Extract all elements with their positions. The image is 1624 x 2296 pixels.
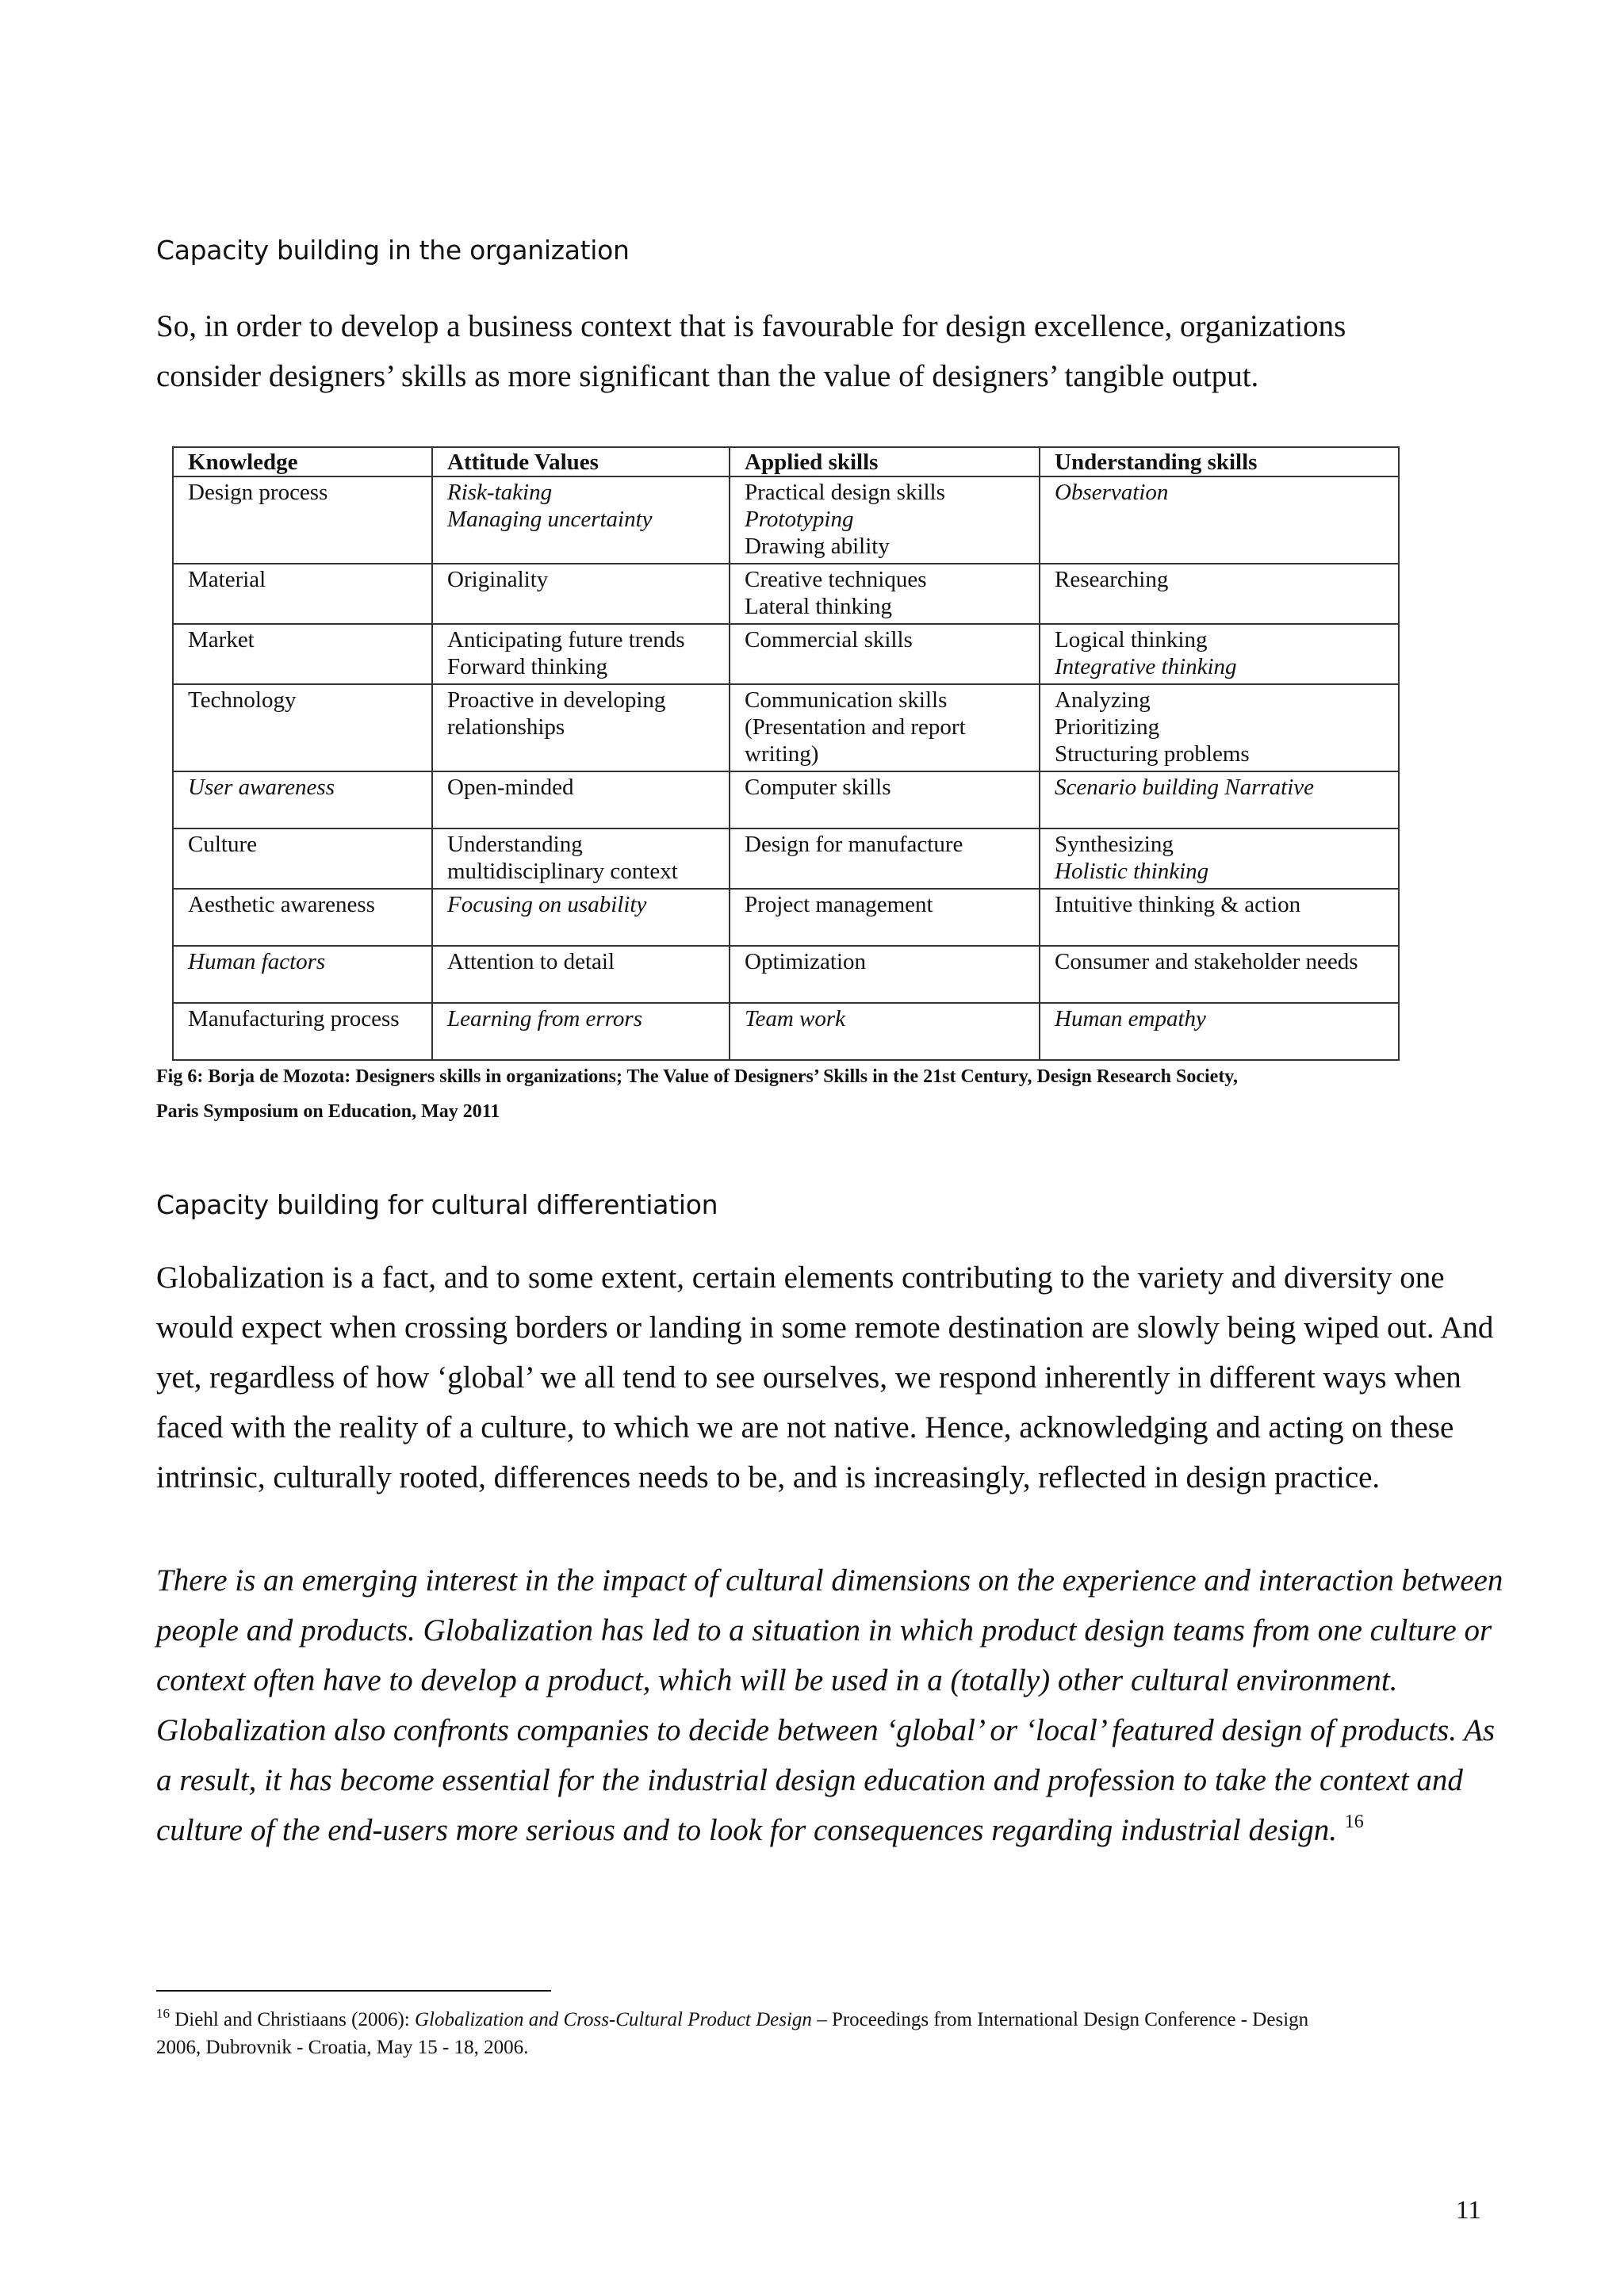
cell-line: Project management bbox=[745, 892, 933, 917]
table-row bbox=[173, 946, 1399, 1003]
table-header-row bbox=[173, 447, 1399, 476]
cell-line: Team work bbox=[745, 1006, 846, 1031]
table-cell bbox=[730, 1003, 1040, 1060]
table-cell bbox=[432, 684, 730, 771]
paragraph-line: yet, regardless of how ‘global’ we all tend to see ourselves, we respond inherently in different ways when bbox=[156, 1360, 1461, 1395]
cell-line: Focusing on usability bbox=[447, 892, 647, 917]
quote-line-text: culture of the end-users more serious and to look for consequences regarding industrial design. bbox=[156, 1813, 1338, 1847]
cell-line: Attention to detail bbox=[447, 949, 615, 974]
table-cell bbox=[432, 476, 730, 564]
cell-line: Understanding bbox=[447, 832, 583, 857]
cell-line: Forward thinking bbox=[447, 654, 608, 679]
table-row bbox=[173, 564, 1399, 624]
cell-line: Communication skills bbox=[745, 687, 948, 713]
table-cell bbox=[432, 946, 730, 1003]
cell-line: User awareness bbox=[188, 775, 335, 800]
quote-paragraph bbox=[156, 1556, 1503, 1855]
footnote-text: – Proceedings from International Design Conference - Design bbox=[811, 2009, 1309, 2030]
paragraph-line: intrinsic, culturally rooted, differences needs to be, and is increasingly, reflected in design practice. bbox=[156, 1460, 1381, 1494]
table-cell bbox=[1040, 624, 1399, 684]
cell-line: Learning from errors bbox=[447, 1006, 642, 1031]
table-cell bbox=[173, 684, 432, 771]
cell-line: Integrative thinking bbox=[1055, 654, 1237, 679]
table-cell bbox=[730, 828, 1040, 889]
section-heading: Capacity building for cultural differentiation bbox=[156, 1189, 718, 1220]
table-row bbox=[173, 684, 1399, 771]
footnote-number: 16 bbox=[156, 2006, 170, 2021]
table-cell bbox=[1040, 828, 1399, 889]
table-cell bbox=[432, 624, 730, 684]
table-cell bbox=[173, 624, 432, 684]
section-heading: Capacity building in the organization bbox=[156, 235, 630, 266]
footnote-reference[interactable]: 16 bbox=[1344, 1812, 1364, 1832]
paragraph-line: would expect when crossing borders or landing in some remote destination are slowly being wiped out. And bbox=[156, 1311, 1494, 1345]
table-cell bbox=[730, 624, 1040, 684]
table-cell bbox=[1040, 946, 1399, 1003]
cell-line: Holistic thinking bbox=[1055, 859, 1209, 884]
table-cell bbox=[730, 889, 1040, 946]
cell-line: Commercial skills bbox=[745, 627, 913, 652]
footnote bbox=[156, 2006, 1308, 2061]
cell-line: Proactive in developing bbox=[447, 687, 666, 713]
table-body bbox=[173, 476, 1399, 1060]
table-cell bbox=[730, 946, 1040, 1003]
table-row bbox=[173, 476, 1399, 564]
cell-line: Design for manufacture bbox=[745, 832, 963, 857]
table-row bbox=[173, 889, 1399, 946]
cell-line: Researching bbox=[1055, 567, 1169, 592]
footnote-line bbox=[156, 2006, 1308, 2034]
cell-line: Human empathy bbox=[1055, 1006, 1206, 1031]
cell-line: Lateral thinking bbox=[745, 594, 893, 619]
cell-line: Risk-taking bbox=[447, 480, 553, 505]
table-cell bbox=[730, 771, 1040, 828]
cell-line: Anticipating future trends bbox=[447, 627, 685, 652]
cell-line: Material bbox=[188, 567, 266, 592]
cell-line: Manufacturing process bbox=[188, 1006, 400, 1031]
table-cell bbox=[173, 1003, 432, 1060]
footnote-line: 2006, Dubrovnik - Croatia, May 15 - 18, 2006. bbox=[156, 2037, 529, 2058]
cell-line: Synthesizing bbox=[1055, 832, 1174, 857]
quote-line bbox=[156, 1805, 1503, 1855]
table-cell bbox=[1040, 476, 1399, 564]
table-cell bbox=[1040, 771, 1399, 828]
cell-line: Computer skills bbox=[745, 775, 891, 800]
cell-line: (Presentation and report bbox=[745, 714, 966, 740]
paragraph-line: So, in order to develop a business context that is favourable for design excellence, organizations bbox=[156, 309, 1346, 343]
paragraph-line: faced with the reality of a culture, to which we are not native. Hence, acknowledging and acting on these bbox=[156, 1410, 1454, 1445]
column-header: Applied skills bbox=[730, 447, 1040, 476]
cell-line: relationships bbox=[447, 714, 565, 740]
cell-line: multidisciplinary context bbox=[447, 859, 678, 884]
table-cell bbox=[432, 564, 730, 624]
table-cell bbox=[173, 828, 432, 889]
table-cell bbox=[173, 564, 432, 624]
quote-line: context often have to develop a product, which will be used in a (totally) other cultural environment. bbox=[156, 1663, 1398, 1697]
page-number: 11 bbox=[1456, 2196, 1481, 2225]
table-cell bbox=[173, 889, 432, 946]
table-cell bbox=[730, 476, 1040, 564]
footnote-divider bbox=[156, 1990, 551, 1992]
cell-line: Managing uncertainty bbox=[447, 507, 653, 532]
quote-line: There is an emerging interest in the impact of cultural dimensions on the experience and interaction between bbox=[156, 1563, 1503, 1598]
table-cell bbox=[730, 684, 1040, 771]
intro-paragraph bbox=[156, 301, 1346, 401]
cell-line: Originality bbox=[447, 567, 549, 592]
column-header: Attitude Values bbox=[432, 447, 730, 476]
cell-line: Practical design skills bbox=[745, 480, 945, 505]
table-row bbox=[173, 624, 1399, 684]
column-header: Understanding skills bbox=[1040, 447, 1399, 476]
cell-line: Aesthetic awareness bbox=[188, 892, 375, 917]
table-cell bbox=[1040, 564, 1399, 624]
quote-line: people and products. Globalization has led to a situation in which product design teams from one culture or bbox=[156, 1613, 1492, 1647]
figure-caption bbox=[156, 1059, 1238, 1129]
globalization-paragraph bbox=[156, 1253, 1493, 1502]
table-row bbox=[173, 1003, 1399, 1060]
caption-line: Fig 6: Borja de Mozota: Designers skills in organizations; The Value of Designers’ Skills in the 21st Century, Design Research Society, bbox=[156, 1066, 1238, 1087]
cell-line: Drawing ability bbox=[745, 534, 890, 559]
column-header: Knowledge bbox=[173, 447, 432, 476]
cell-line: Market bbox=[188, 627, 255, 652]
table-cell bbox=[432, 889, 730, 946]
cell-line: Prototyping bbox=[745, 507, 854, 532]
footnote-text: Diehl and Christiaans (2006): bbox=[174, 2009, 415, 2030]
table-cell bbox=[730, 564, 1040, 624]
cell-line: Design process bbox=[188, 480, 328, 505]
table-cell bbox=[1040, 889, 1399, 946]
caption-line: Paris Symposium on Education, May 2011 bbox=[156, 1101, 500, 1122]
cell-line: Creative techniques bbox=[745, 567, 927, 592]
table-cell bbox=[173, 476, 432, 564]
cell-line: writing) bbox=[745, 741, 819, 767]
cell-line: Logical thinking bbox=[1055, 627, 1208, 652]
footnote-title: Globalization and Cross-Cultural Product Design bbox=[414, 2009, 812, 2030]
table-cell bbox=[432, 828, 730, 889]
paragraph-line: consider designers’ skills as more significant than the value of designers’ tangible output. bbox=[156, 359, 1259, 393]
cell-line: Technology bbox=[188, 687, 297, 713]
cell-line: Human factors bbox=[188, 949, 326, 974]
table-cell bbox=[1040, 1003, 1399, 1060]
cell-line: Open-minded bbox=[447, 775, 574, 800]
cell-line: Structuring problems bbox=[1055, 741, 1250, 767]
table-cell bbox=[432, 771, 730, 828]
quote-line: a result, it has become essential for the industrial design education and profession to take the context and bbox=[156, 1763, 1463, 1797]
cell-line: Scenario building Narrative bbox=[1055, 775, 1315, 800]
cell-line: Analyzing bbox=[1055, 687, 1151, 713]
table-cell bbox=[1040, 684, 1399, 771]
cell-line: Optimization bbox=[745, 949, 867, 974]
cell-line: Prioritizing bbox=[1055, 714, 1160, 740]
table-row bbox=[173, 771, 1399, 828]
quote-line: Globalization also confronts companies to decide between ‘global’ or ‘local’ featured design of products. As bbox=[156, 1713, 1496, 1747]
cell-line: Observation bbox=[1055, 480, 1169, 505]
table-cell bbox=[173, 946, 432, 1003]
table-cell bbox=[173, 771, 432, 828]
cell-line: Consumer and stakeholder needs bbox=[1055, 949, 1358, 974]
cell-line: Culture bbox=[188, 832, 257, 857]
paragraph-line: Globalization is a fact, and to some extent, certain elements contributing to the variety and diversity one bbox=[156, 1261, 1445, 1295]
designer-skills-table bbox=[172, 446, 1400, 1061]
table-cell bbox=[432, 1003, 730, 1060]
table-row bbox=[173, 828, 1399, 889]
cell-line: Intuitive thinking & action bbox=[1055, 892, 1301, 917]
